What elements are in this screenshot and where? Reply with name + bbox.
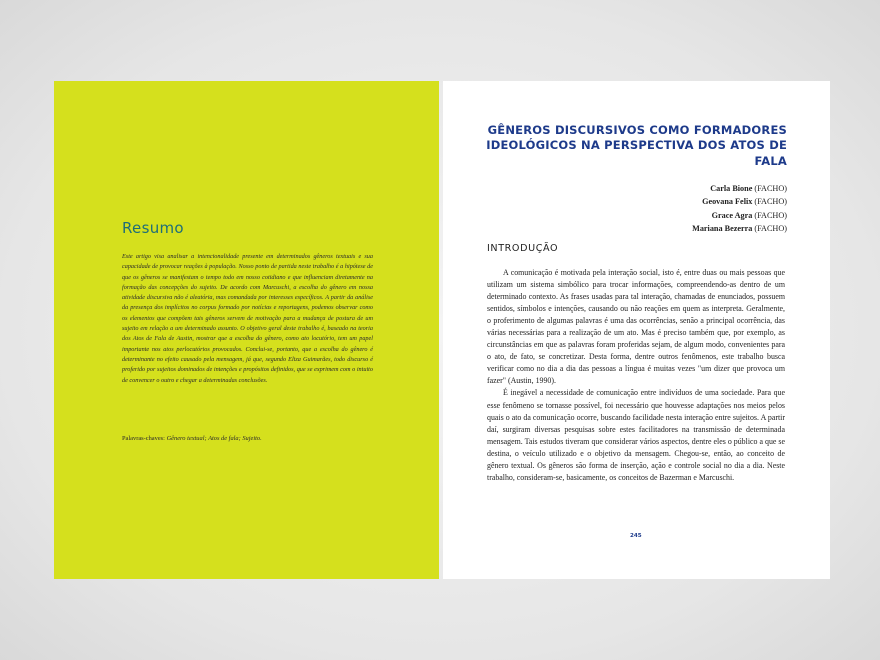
author-affiliation: (FACHO) bbox=[754, 184, 787, 193]
body-text bbox=[487, 267, 785, 484]
author-list bbox=[587, 182, 787, 235]
author-name: Grace Agra bbox=[711, 210, 753, 220]
body-paragraph: A comunicação é motivada pela interação social, isto é, entre duas ou mais pessoas que utilizam um sistema simbólico para trocar informações, compreendendo-as dentro de um determinado contexto. As frases usadas para tal interação, chamadas de enunciados, possuem sentidos, símbolos e intenções, causando ou não reações em quem as interpreta. Geralmente, o proferimento de algumas palavras é uma das ocorrências, senão a principal ocorrência, das várias necessárias para a realização de um ato. Mas é preciso também que, por exemplo, as circunstâncias em que as palavras foram proferidas sejam, de algum modo, convenientes para o ato, de fato, se concretizar. Desta forma, dentre outros fenômenos, este trabalho busca verificar como no dia a dia das pessoas a língua é muitas vezes "um dizer que provoca um fazer" (Austin, 1990). bbox=[487, 268, 785, 386]
abstract-text: Este artigo visa analisar a intencionalidade presente em determinados gêneros textuais e sua capacidade de provocar reações à população. Nosso ponto de partida neste trabalho é a hipótese de que os gêneros se manifestam o tempo todo em nosso cotidiano e que influenciam diretamente na formação das concepções do sujeito. De acordo com Marcuschi, a escolha do gênero em nossa atividade discursiva não é aleatória, mas comandada por interesses específicos. A partir da análise da presença dos implícitos no corpus formado por notícias e reportagens, podemos observar como os elementos que compõem tais gêneros servem de motivação para a mudança de postura de um sujeito em relação a um determinado assunto. O objetivo geral deste trabalho é, baseado na teoria dos Atos de Fala de Austin, mostrar que a escolha do gênero, como ato locutório, tem um papel importante nos atos perlocutórios provocados. Conclui-se, portanto, que a escolha do gênero é determinante no efeito causado pela mensagem, já que, segundo Eliza Guimarães, todo discurso é proferido por sujeitos dominados de intenções e propósitos definidos, que se exprimem com o intuito de convencer o outro e chegar a determinadas conclusões. bbox=[122, 253, 373, 384]
keywords-value: Gênero textual; Atos de fala; Sujeito. bbox=[166, 435, 262, 442]
keywords-label: Palavras-chaves: bbox=[122, 435, 165, 442]
abstract-heading: Resumo bbox=[122, 219, 184, 237]
author-affiliation: (FACHO) bbox=[754, 197, 787, 207]
left-page bbox=[54, 81, 439, 579]
author-affiliation: (FACHO) bbox=[754, 223, 787, 233]
author-name: Carla Bione bbox=[710, 184, 753, 193]
author-name: Geovana Felix bbox=[702, 197, 753, 207]
author-item bbox=[587, 182, 787, 195]
author-name: Mariana Bezerra bbox=[692, 223, 753, 233]
author-affiliation: (FACHO) bbox=[754, 210, 787, 220]
page-number: 245 bbox=[630, 533, 642, 539]
author-item bbox=[587, 222, 787, 235]
right-page bbox=[443, 81, 830, 579]
author-item bbox=[587, 209, 787, 222]
keywords bbox=[122, 434, 262, 444]
body-paragraph: É inegável a necessidade de comunicação entre indivíduos de uma sociedade. Para que esse fenômeno se tornasse possível, foi necessário que houvesse adaptações nos meios pelos quais o ato da comunicação ocorre, buscando facilidade nesta interação entre sujeitos. A partir daí, surgiram diversas pesquisas sobre estes facilitadores na transmissão de determinada mensagem. Tais estudos tiveram que considerar vários aspectos, dentre eles o público a que se destina, o veículo utilizado e o objetivo da mensagem. Chegou-se, então, ao conceito de gênero textual. Os gêneros são forma de inserção, ação e controle social no dia a dia. Neste trabalho, consideram-se, basicamente, os conceitos de Bazerman e Marcuschi. bbox=[487, 388, 785, 482]
section-heading-introducao: INTRODUÇÃO bbox=[487, 243, 559, 254]
article-title: GÊNEROS DISCURSIVOS COMO FORMADORES IDEOLÓGICOS NA PERSPECTIVA DOS ATOS DE FALA bbox=[486, 123, 787, 168]
author-item bbox=[587, 195, 787, 208]
